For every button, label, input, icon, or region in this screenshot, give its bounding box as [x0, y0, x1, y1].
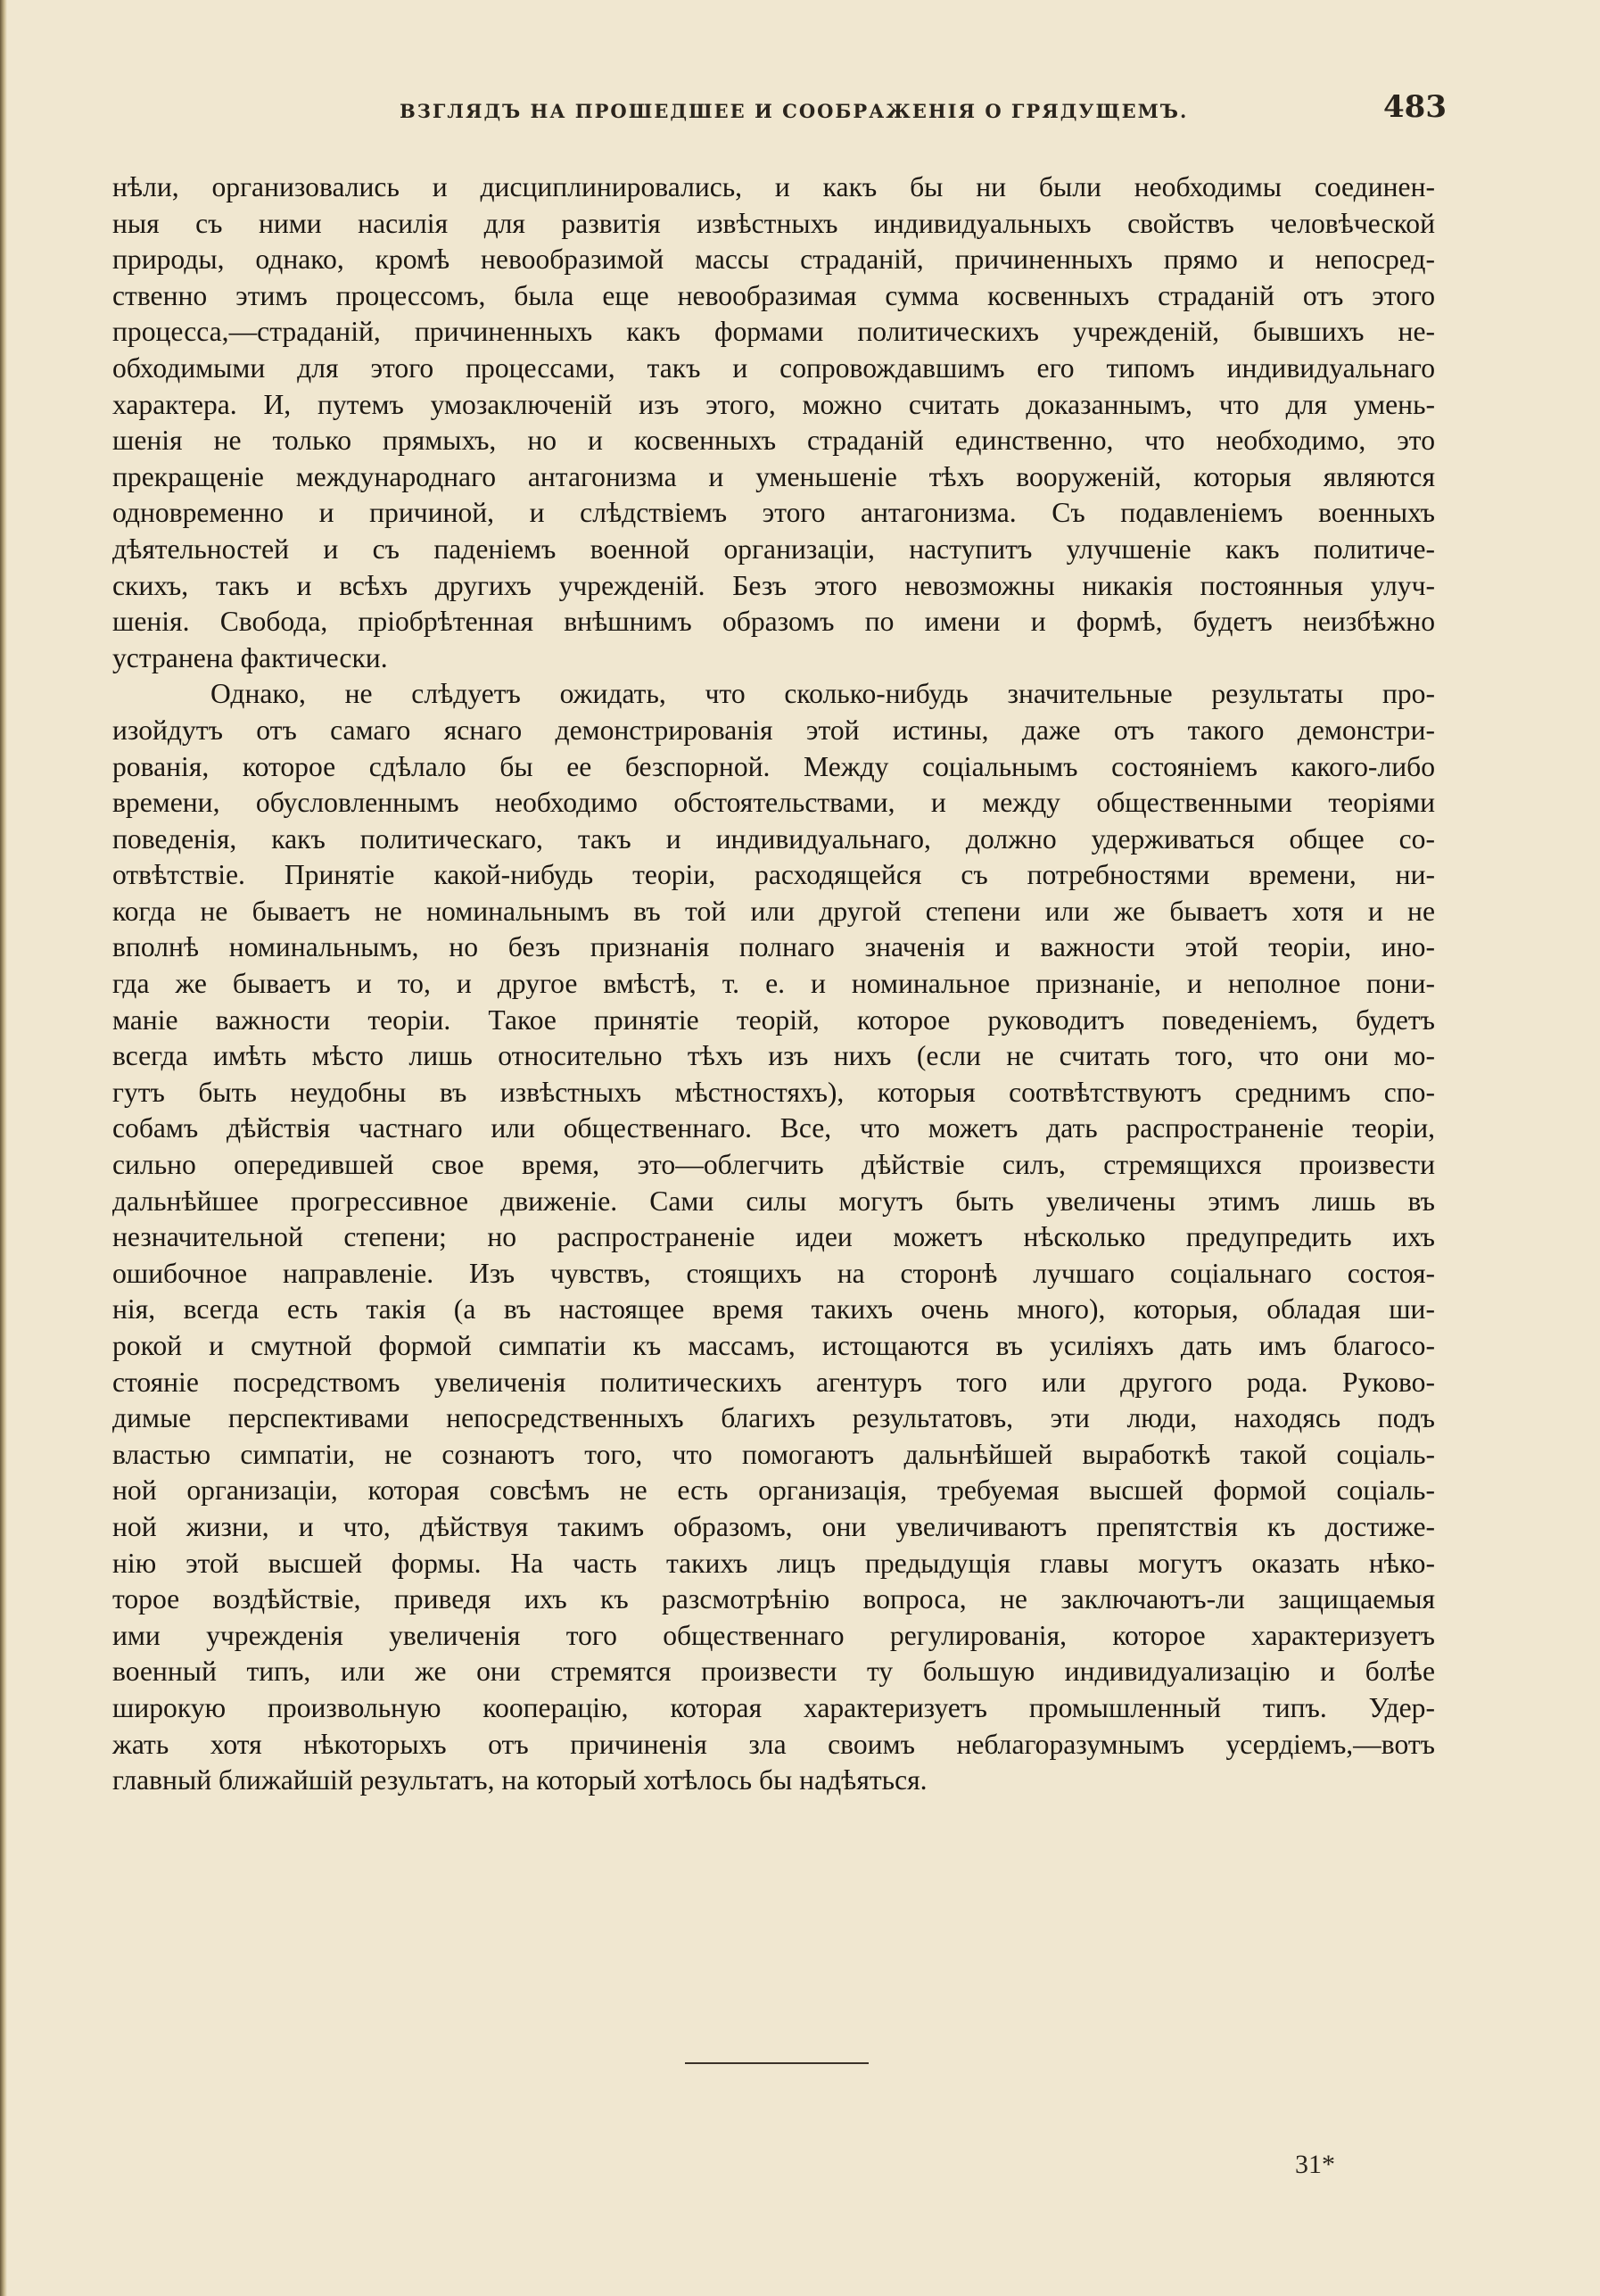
body-text: [112, 169, 1435, 1799]
page-spine-shadow: [0, 0, 7, 2296]
text-line: военный типъ, или же они стремятся произвести ту большую индивидуализацію и болѣе: [112, 1656, 1435, 1688]
text-line: собамъ дѣйствія частнаго или общественнаго. Все, что можетъ дать распространеніе теоріи,: [112, 1112, 1435, 1144]
text-line: процесса,—страданій, причиненныхъ какъ формами политическихъ учрежденій, бывшихъ не-: [112, 316, 1435, 348]
text-line: нія, всегда есть такія (а въ настоящее время такихъ очень много), которыя, обладая ши-: [112, 1293, 1435, 1326]
text-line: торое воздѣйствіе, приведя ихъ къ разсмотрѣнію вопроса, не заключаютъ-ли защищаемыя: [112, 1583, 1435, 1615]
text-line: незначительной степени; но распространеніе идеи можетъ нѣсколько предупредить ихъ: [112, 1221, 1435, 1253]
running-head-title: ВЗГЛЯДЪ НА ПРОШЕДШЕЕ И СООБРАЖЕНІЯ О ГРЯДУЩЕМЪ.: [400, 100, 1189, 122]
text-line: рованія, которое сдѣлало бы ее безспорной. Между соціальнымъ состояніемъ какого-либо: [112, 750, 1435, 782]
end-rule-divider: [685, 2062, 869, 2064]
text-line: Однако, не слѣдуетъ ожидать, что сколько-нибудь значительные результаты про-: [210, 678, 1435, 710]
text-line: шенія не только прямыхъ, но и косвенныхъ страданій единственно, что необходимо, это: [112, 425, 1435, 457]
text-line: жать хотя нѣкоторыхъ отъ причиненія зла своимъ неблагоразумнымъ усердіемъ,—вотъ: [112, 1728, 1435, 1760]
text-line: ственно этимъ процессомъ, была еще невообразимая сумма косвенныхъ страданій отъ этого: [112, 279, 1435, 311]
paragraph-2: [112, 676, 1435, 1798]
text-line: когда не бываетъ не номинальнымъ въ той или другой степени или же бываетъ хотя и не: [112, 895, 1435, 927]
text-line: характера. И, путемъ умозаключеній изъ этого, можно считать доказаннымъ, что для умень-: [112, 388, 1435, 420]
text-line: ной организаціи, которая совсѣмъ не есть организація, требуемая высшей формой соціаль-: [112, 1474, 1435, 1507]
text-line: устранена фактически.: [112, 641, 388, 673]
text-line: гутъ быть неудобны въ извѣстныхъ мѣстностяхъ), которыя соотвѣтствуютъ среднимъ спо-: [112, 1076, 1435, 1108]
text-line: нію этой высшей формы. На часть такихъ лицъ предыдущія главы могутъ оказать нѣко-: [112, 1547, 1435, 1579]
text-line: стояніе посредствомъ увеличенія политическихъ агентуръ того или другого рода. Руково-: [112, 1366, 1435, 1398]
text-line: ими учрежденія увеличенія того общественнаго регулированія, которое характеризуетъ: [112, 1619, 1435, 1651]
text-line: всегда имѣть мѣсто лишь относительно тѣхъ изъ нихъ (если не считать того, что они мо-: [112, 1040, 1435, 1072]
text-line: времени, обусловленнымъ необходимо обстоятельствами, и между общественными теоріями: [112, 787, 1435, 819]
text-line: поведенія, какъ политическаго, такъ и индивидуальнаго, должно удерживаться общее со-: [112, 822, 1435, 855]
text-line: изойдутъ отъ самаго яснаго демонстрированія этой истины, даже отъ такого демонстри-: [112, 714, 1435, 746]
text-line: широкую произвольную кооперацію, которая характеризуетъ промышленный типъ. Удер-: [112, 1691, 1435, 1723]
text-line: шенія. Свобода, пріобрѣтенная внѣшнимъ образомъ по имени и формѣ, будетъ неизбѣжно: [112, 606, 1435, 638]
text-line: нѣли, организовались и дисциплинировались, и какъ бы ни были необходимы соединен-: [112, 171, 1435, 202]
text-line: ной жизни, и что, дѣйствуя такимъ образомъ, они увеличиваютъ препятствія къ достиже-: [112, 1510, 1435, 1542]
text-line: одновременно и причиной, и слѣдствіемъ этого антагонизма. Съ подавленіемъ военныхъ: [112, 497, 1435, 529]
text-line: дѣятельностей и съ паденіемъ военной организаціи, наступитъ улучшеніе какъ политиче-: [112, 533, 1435, 565]
text-line: рокой и смутной формой симпатіи къ массамъ, истощаются въ усиліяхъ дать имъ благосо-: [112, 1330, 1435, 1361]
paragraph-1: [112, 169, 1435, 676]
text-line: димые перспективами непосредственныхъ благихъ результатовъ, эти люди, находясь подъ: [112, 1402, 1435, 1434]
text-line: маніе важности теоріи. Такое принятіе теорій, которое руководитъ поведеніемъ, будетъ: [112, 1003, 1435, 1036]
text-line: отвѣтствіе. Принятіе какой-нибудь теоріи, расходящейся съ потребностями времени, ни-: [112, 859, 1435, 891]
text-line: прекращеніе международнаго антагонизма и уменьшеніе тѣхъ вооруженій, которыя являются: [112, 460, 1435, 492]
text-line: ныя съ ними насилія для развитія извѣстныхъ индивидуальныхъ свойствъ человѣческой: [112, 207, 1435, 239]
text-line: скихъ, такъ и всѣхъ другихъ учрежденій. Безъ этого невозможны никакія постоянныя улуч-: [112, 569, 1435, 601]
text-line: главный ближайшій результатъ, на который хотѣлось бы надѣяться.: [112, 1764, 928, 1796]
signature-mark: 31*: [1295, 2150, 1335, 2179]
text-line: вполнѣ номинальнымъ, но безъ признанія полнаго значенія и важности этой теоріи, ино-: [112, 931, 1435, 963]
text-line: сильно опередившей свое время, это—облегчить дѣйствіе силъ, стремящихся произвести: [112, 1149, 1435, 1181]
text-line: дальнѣйшее прогрессивное движеніе. Сами силы могутъ быть увеличены этимъ лишь въ: [112, 1185, 1435, 1217]
text-line: ошибочное направленіе. Изъ чувствъ, стоящихъ на сторонѣ лучшаго соціальнаго состоя-: [112, 1257, 1435, 1289]
text-line: властью симпатіи, не сознаютъ того, что помогаютъ дальнѣйшей выработкѣ такой соціаль-: [112, 1438, 1435, 1470]
text-line: природы, однако, кромѣ невообразимой массы страданій, причиненныхъ прямо и непосред-: [112, 244, 1435, 276]
text-line: гда же бываетъ и то, и другое вмѣстѣ, т. е. и номинальное признаніе, и неполное пони-: [112, 968, 1435, 1000]
text-line: обходимыми для этого процессами, такъ и сопровождавшимъ его типомъ индивидуальнаго: [112, 351, 1435, 384]
page-number: 483: [1383, 89, 1447, 125]
